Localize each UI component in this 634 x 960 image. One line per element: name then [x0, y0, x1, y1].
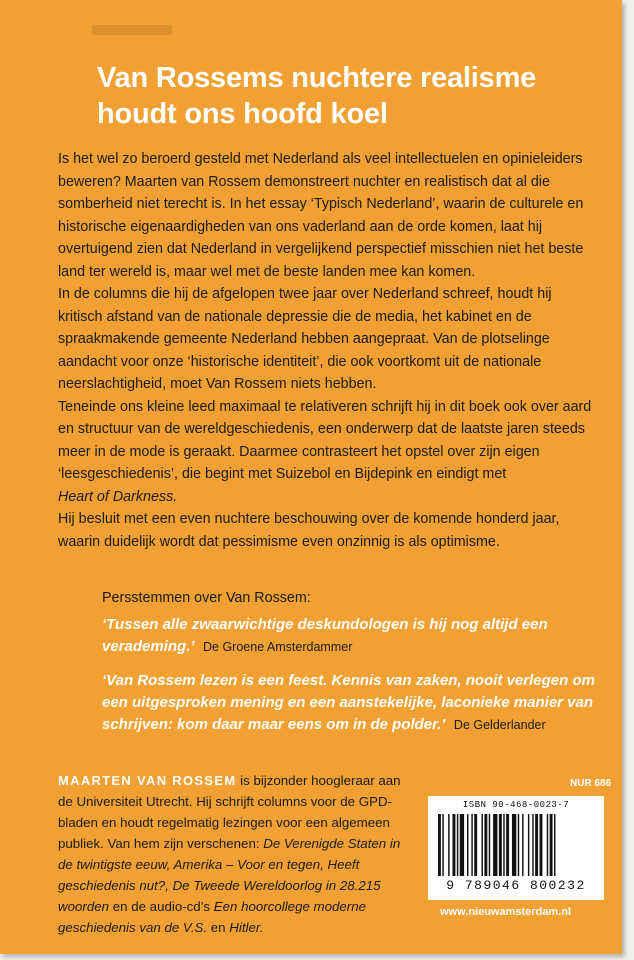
barcode-box: [428, 796, 604, 900]
author-bio-text-3: en: [207, 920, 230, 935]
author-bio: [58, 770, 408, 938]
isbn-number: ISBN 90-468-0023-7: [462, 800, 570, 810]
author-works-2: Een hoorcollege moderne geschiedenis van de V.S.: [58, 899, 367, 935]
barcode-bar: [438, 814, 441, 876]
barcode-bar: [547, 814, 548, 876]
press-quotes-intro: Persstemmen over Van Rossem:: [102, 590, 311, 606]
barcode-bar: [482, 814, 483, 876]
barcode-bar: [540, 814, 543, 876]
barcode-bar: [471, 814, 472, 876]
barcode-bar: [506, 814, 509, 876]
ean-number: 9 789046 800232: [446, 878, 586, 893]
book-title-heart-of-darkness: Heart of Darkness.: [58, 488, 178, 505]
blurb-body: [58, 148, 598, 553]
barcode-bar: [442, 814, 443, 876]
barcode-icon: [438, 814, 596, 884]
barcode-bar: [528, 814, 529, 876]
blurb-paragraph-2: In de columns die hij de afgelopen twee jaar over Nederland schreef, houdt hij kritisch afstand van de nationale depressie die de media, het kabinet en de spraakmakende gemeente Nederland hebben aangepraat. Van de plotselinge aandacht voor onze ‘historische identiteit’, die ook voortkomt uit de nationale neerslachtigheid, moet Van Rossem niets hebben.: [58, 286, 552, 392]
barcode-bar: [467, 814, 468, 876]
publisher-website: www.nieuwamsterdam.nl: [440, 906, 572, 918]
headline: [97, 60, 607, 132]
barcode-bar: [522, 814, 523, 876]
barcode-bar: [518, 814, 519, 876]
author-bio-text-1: is bijzonder hoogleraar aan de Universiteit Utrecht. Hij schrijft columns voor de GPD-bladen en houdt regelmatig lezingen voor een algemeen publiek. Van hem zijn verschenen:: [58, 773, 401, 851]
blurb-paragraph-3: [58, 396, 598, 509]
barcode-bar: [503, 814, 504, 876]
faint-print-strip: [92, 25, 172, 35]
nur-code: NUR 686: [570, 778, 612, 789]
headline-line-2: houdt ons hoofd koel: [97, 98, 388, 130]
barcode-bar: [532, 814, 533, 876]
barcode-bar: [493, 814, 497, 876]
barcode-bar: [460, 814, 464, 876]
barcode-bar: [535, 814, 538, 876]
barcode-bar: [484, 814, 487, 876]
author-bio-text-2: en de audio-cd’s: [109, 899, 214, 914]
blurb-paragraph-4: Hij besluit met een even nuchtere beschouwing over de komende honderd jaar, waarin duidelijk wordt dat pessimisme even onzinnig is als optimisme.: [58, 511, 560, 550]
quote-text: ‘Tussen alle zwaarwichtige deskundologen is hij nog altijd een verademing.’: [102, 616, 548, 655]
author-works-3: Hitler.: [229, 920, 264, 935]
quote-text: ‘Van Rossem lezen is een feest. Kennis van zaken, nooit verlegen om een uitgesproken mening en een aanstekelijke, laconieke manier van schrijven: kom daar maar eens om in de polder.’: [102, 672, 595, 733]
barcode-bar: [550, 814, 553, 876]
quote-source: De Groene Amsterdammer: [203, 640, 353, 654]
barcode-bar: [474, 814, 477, 876]
barcode-bar: [448, 814, 449, 876]
press-quote: [102, 614, 602, 658]
barcode-bar: [489, 814, 490, 876]
barcode-bar: [512, 814, 516, 876]
author-name: MAARTEN VAN ROSSEM: [58, 773, 237, 788]
barcode-bar: [499, 814, 502, 876]
quote-source: De Gelderlander: [453, 718, 546, 732]
press-quote: [102, 670, 602, 736]
press-quotes: [102, 590, 602, 748]
author-works-1: De Verenigde Staten in de twintigste eeuw, Amerika – Voor en tegen, Heeft geschiedenis nut?, De Tweede Wereldoorlog in 28.215 woorden: [58, 836, 401, 914]
barcode-bar: [554, 814, 555, 876]
blurb-paragraph-1: Is het wel zo beroerd gesteld met Nederland als veel intellectuelen en opinieleiders beweren? Maarten van Rossem demonstreert nuchter en realistisch dat al die somberheid niet terecht is. In het essay ‘Typisch Nederland’, waarin de culturele en historische eigenaardigheden van ons vaderland aan de orde komen, laat hij overtuigend zien dat Nederland in vergelijkend perspectief misschien niet het beste land ter wereld is, maar wel met de beste landen mee kan komen.: [58, 151, 584, 280]
barcode-bar: [453, 814, 456, 876]
barcode-bar: [457, 814, 458, 876]
blurb-paragraph-3-text: Teneinde ons kleine leed maximaal te relativeren schrijft hij in dit boek ook over aard en structuur van de wereldgeschiedenis, een onderwerp dat de laatste jaren steeds meer in de mode is geraakt. Daarmee contrasteert het opstel over zijn eigen ‘leesgeschiedenis’, die begint met Suizebol en Bijdepink en eindigt met: [58, 398, 592, 482]
headline-line-1: Van Rossems nuchtere realisme: [97, 62, 537, 94]
